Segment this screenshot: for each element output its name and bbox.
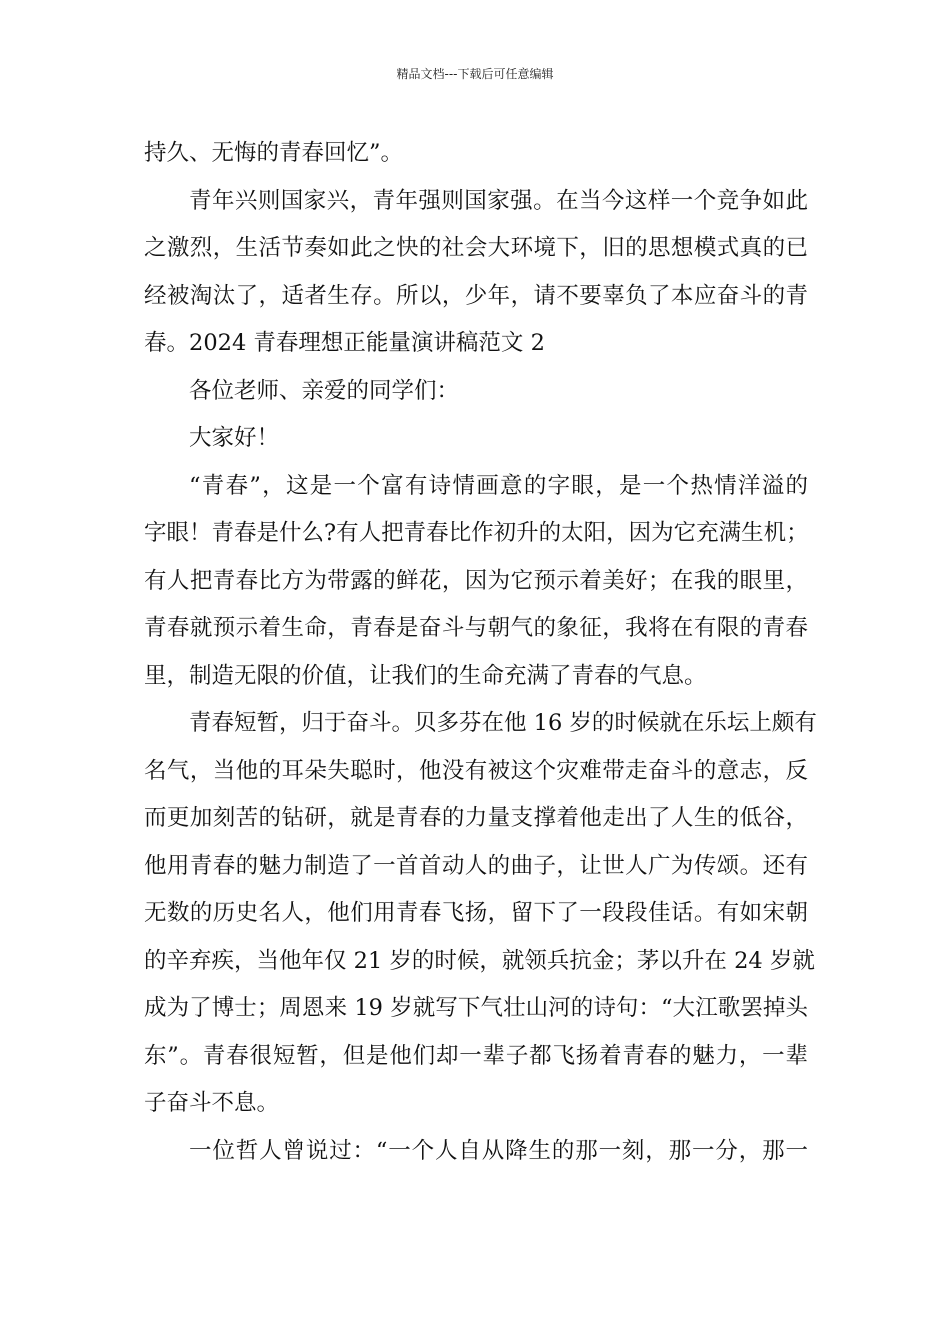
text-line: 青年兴则国家兴，青年强则国家强。在当今这样一个竞争如此 [189, 187, 808, 214]
text-line: 的辛弃疾，当他年仅 21 岁的时候，就领兵抗金；茅以升在 24 岁就 [144, 947, 815, 974]
text-line: 青春就预示着生命，青春是奋斗与朝气的象征，我将在有限的青春 [144, 615, 808, 641]
text-line: 里，制造无限的价值，让我们的生命充满了青春的气息。 [144, 662, 707, 689]
text-line: 各位老师、亲爱的同学们： [189, 377, 460, 404]
text-line: 无数的历史名人，他们用青春飞扬，留下了一段段佳话。有如宋朝 [144, 900, 808, 926]
text-line: 字眼！青春是什么?有人把青春比作初升的太阳，因为它充满生机； [144, 520, 809, 546]
text-line: 青春短暂，归于奋斗。贝多芬在他 16 岁的时候就在乐坛上颇有 [189, 710, 817, 736]
text-line: 成为了博士；周恩来 19 岁就写下气壮山河的诗句：“大江歌罢掉头 [144, 995, 808, 1021]
page-header: 精品文档---下载后可任意编辑 [396, 67, 554, 81]
text-line: 一位哲人曾说过：“一个人自从降生的那一刻，那一分，那一 [189, 1137, 808, 1164]
text-line: “青春”，这是一个富有诗情画意的字眼，是一个热情洋溢的 [189, 472, 808, 499]
text-line: 春。2024 青春理想正能量演讲稿范文 2 [144, 330, 545, 356]
text-line: 之激烈，生活节奏如此之快的社会大环境下，旧的思想模式真的已 [144, 235, 808, 261]
text-line: 有人把青春比方为带露的鲜花，因为它预示着美好；在我的眼里， [144, 567, 808, 594]
text-line: 东”。青春很短暂，但是他们却一辈子都飞扬着青春的魅力，一辈 [144, 1042, 808, 1069]
text-line: 而更加刻苦的钻研，就是青春的力量支撑着他走出了人生的低谷， [144, 805, 808, 831]
text-line: 经被淘汰了，适者生存。所以，少年，请不要辜负了本应奋斗的青 [144, 282, 808, 309]
text-line: 名气，当他的耳朵失聪时，他没有被这个灾难带走奋斗的意志，反 [144, 757, 808, 784]
text-line: 子奋斗不息。 [144, 1090, 280, 1116]
text-line: 大家好！ [189, 425, 280, 451]
text-line: 持久、无悔的青春回忆”。 [144, 140, 404, 166]
text-line: 他用青春的魅力制造了一首首动人的曲子，让世人广为传颂。还有 [144, 852, 808, 879]
document-body [144, 130, 817, 1175]
